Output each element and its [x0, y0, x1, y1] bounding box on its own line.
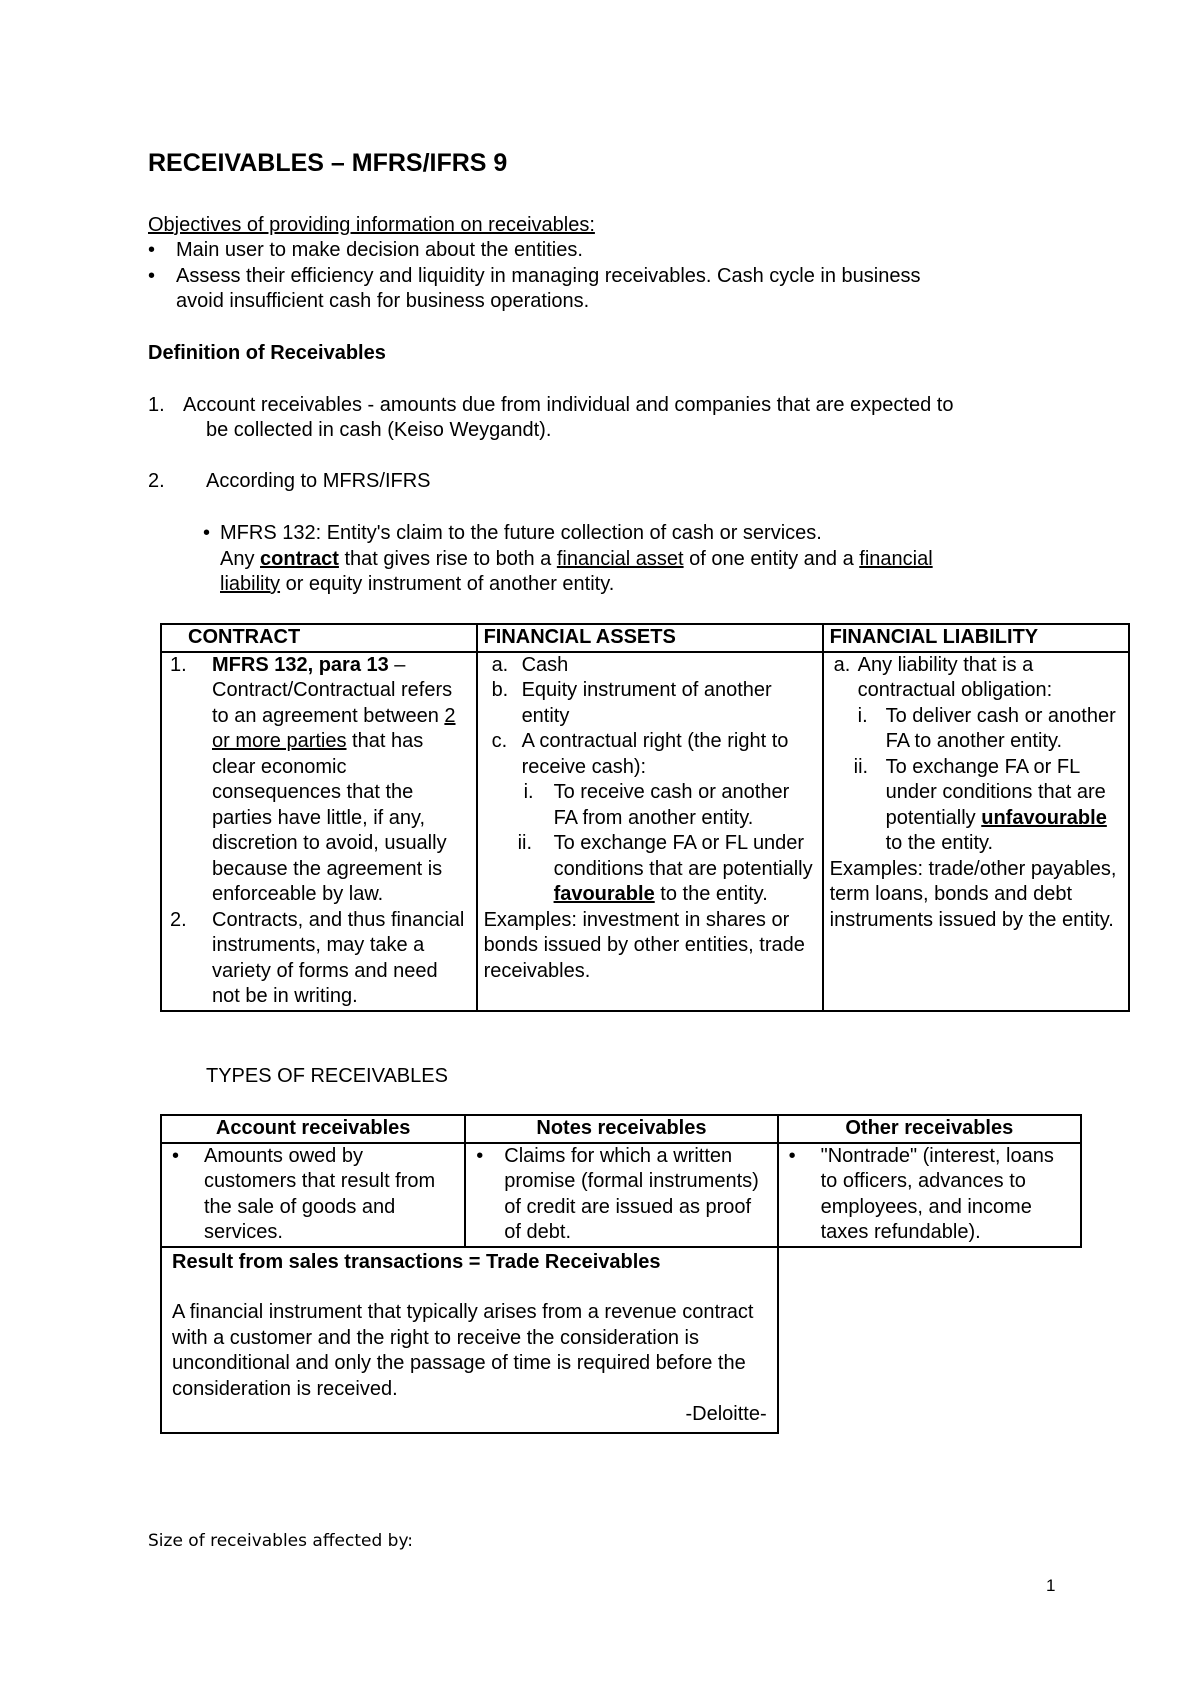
contract-table-body-row	[161, 652, 1129, 1011]
definition-item-1-number: 1.	[148, 394, 165, 416]
financial-asset-term: financial asset	[556, 548, 684, 570]
size-heading: Size of receivables affected by:	[148, 1531, 414, 1551]
liability-examples: Examples: trade/other payables, term loans, bonds and debt instruments issued by the entity.	[829, 857, 1117, 931]
document-page: RECEIVABLES – MFRS/IFRS 9 Objectives of providing information on receivables: • Main user to make decision about the entities. • Assess their efficiency and liquidity in managing receivables. Cash cycle in business avoid insufficient cash for business operations. Definition of Receivables 1. Account receivables - amounts due from individual and companies that are expected to be collected in cash (Keiso Weygandt). 2. According to MFRS/IFRS • MFRS 132: Entity's claim to the future collection of cash or services. Any contract that gives rise to both a financial asset of one entity and a financial liability or equity instrument of another entity. CONTRACT FINANCIAL ASSETS FINANCIAL LIABILITY 1. MFRS 132, para 13 – Contract/Contractual refers to an agreement between 2 or more parties that has clear economic consequences that the parties have little, if any, discretion to avoid, usually because the agreement is enforceable by law. 2. Contracts, and thus financial instruments, may take a variety of forms and need not be in writing. a. Cash b. Equity instrument of another entity c. A contractual right (the right to receive cash): i. To receive cash or another FA from another entity. ii. To exchange FA or FL under conditions that are potentially favourable to the entity. Examples: investment in shares or bonds issued by other entities, trade receivables. a. Any liability that is a contractual obligation: i. To deliver cash or another FA to another entity. ii. To exchange FA or FL under conditions that are potentially unfavourable to the entity. Examples: trade/other payables, term loans, bonds and debt instruments issued by the entity. TYPES OF RECEIVABLES Account receivables Notes receivables Other receivables • Amounts owed by customers that result from the sale of goods and services. • Claims for which a written promise (formal instruments) of credit are issued as proof of debt. • "Nontrade" (interest, loans to officers, advances to employees, and income taxes refundable). Result from sales transactions = Trade Receivables A financial instrument that typically arises from a revenue contract with a customer and the right to receive the consideration is unconditional and only the passage of time is required before the consideration is received. -Deloitte- Size of receivables affected by: 1	[0, 0, 1200, 1698]
definition-heading: Definition of Receivables	[148, 342, 386, 364]
liability-item-ii: ii. To exchange FA or FL under conditions that are potentially unfavourable to the entity.	[853, 755, 1107, 854]
unfavourable-term: unfavourable	[981, 806, 1107, 829]
types-table	[160, 1114, 1082, 1434]
liability-item-a: a. Any liability that is a contractual obligation:	[833, 653, 1053, 701]
page-number: 1	[1046, 1576, 1056, 1595]
definition-item-1-line-2: be collected in cash (Keiso Weygandt).	[206, 419, 552, 441]
definition-item-2-number: 2.	[148, 470, 165, 492]
header-notes-receivables: Notes receivables	[465, 1115, 777, 1143]
contract-term: contract	[260, 548, 339, 570]
asset-item-a: a. Cash	[491, 653, 569, 676]
objective-bullet-2-continuation: avoid insufficient cash for business operations.	[176, 290, 590, 312]
trade-receivables-cell	[161, 1247, 778, 1433]
mfrs-line-3: liability or equity instrument of another entity.	[220, 573, 615, 595]
trade-receivables-source: -Deloitte-	[685, 1403, 767, 1425]
trade-receivables-heading: Result from sales transactions = Trade Receivables	[172, 1250, 661, 1273]
mfrs-line-2: Any contract that gives rise to both a financial asset of one entity and a financial	[220, 548, 933, 570]
asset-examples: Examples: investment in shares or bonds issued by other entities, trade receivables.	[483, 908, 805, 982]
header-other-receivables: Other receivables	[778, 1115, 1081, 1143]
notes-receivables-cell: • Claims for which a written promise (formal instruments) of credit are issued as proof of debt.	[465, 1143, 777, 1247]
header-account-receivables: Account receivables	[161, 1115, 465, 1143]
contract-item-1: 1. MFRS 132, para 13 – Contract/Contractual refers to an agreement between 2 or more parties that has clear economic consequences that the parties have little, if any, discretion to avoid, usually because the agreement is enforceable by law.	[170, 653, 456, 905]
trade-receivables-definition: A financial instrument that typically arises from a revenue contract with a customer and the right to receive the consideration is unconditional and only the passage of time is required before the consideration is received.	[172, 1301, 754, 1400]
mfrs-line-1: MFRS 132: Entity's claim to the future collection of cash or services.	[220, 522, 822, 544]
bullet-icon: •	[148, 239, 156, 261]
types-table-body-row	[161, 1143, 1081, 1247]
asset-item-c: c. A contractual right (the right to receive cash):	[491, 730, 789, 778]
definition-item-2-text: According to MFRS/IFRS	[206, 470, 431, 492]
financial-assets-cell	[477, 652, 823, 1011]
financial-liability-term: financial	[859, 548, 933, 570]
bullet-icon: •	[788, 1144, 796, 1167]
financial-liability-cell	[823, 652, 1129, 1011]
contract-item-2: 2. Contracts, and thus financial instruments, may take a variety of forms and need not be in writing.	[170, 908, 465, 1007]
definition-item-1-line-1: Account receivables - amounts due from individual and companies that are expected to	[183, 394, 954, 416]
asset-item-c-ii: ii. To exchange FA or FL under conditions that are potentially favourable to the entity.	[517, 832, 813, 905]
header-financial-assets: FINANCIAL ASSETS	[477, 624, 823, 652]
bullet-icon: •	[148, 265, 156, 287]
liability-item-i: i. To deliver cash or another FA to another entity.	[857, 704, 1116, 752]
bullet-icon: •	[172, 1144, 180, 1167]
contract-cell	[161, 652, 477, 1011]
account-receivables-cell: • Amounts owed by customers that result from the sale of goods and services.	[161, 1143, 465, 1247]
header-financial-liability: FINANCIAL LIABILITY	[823, 624, 1129, 652]
asset-item-b: b. Equity instrument of another entity	[491, 679, 772, 727]
mfrs-bullet-icon: •	[203, 522, 211, 544]
bullet-icon: •	[476, 1144, 484, 1167]
page-title: RECEIVABLES – MFRS/IFRS 9	[148, 149, 508, 177]
contract-table	[160, 623, 1130, 1012]
objectives-heading: Objectives of providing information on receivables:	[148, 214, 595, 236]
liability-term: liability	[220, 573, 281, 595]
trade-receivables-row	[161, 1247, 1081, 1433]
other-receivables-cell: • "Nontrade" (interest, loans to officers, advances to employees, and income taxes refundable).	[778, 1143, 1081, 1247]
header-contract: CONTRACT	[161, 624, 477, 652]
types-table-header-row	[161, 1115, 1081, 1143]
favourable-term: favourable	[553, 883, 655, 905]
types-heading: TYPES OF RECEIVABLES	[206, 1065, 448, 1087]
contract-table-header-row	[161, 624, 1129, 652]
asset-item-c-i: i. To receive cash or another FA from another entity.	[523, 781, 790, 829]
